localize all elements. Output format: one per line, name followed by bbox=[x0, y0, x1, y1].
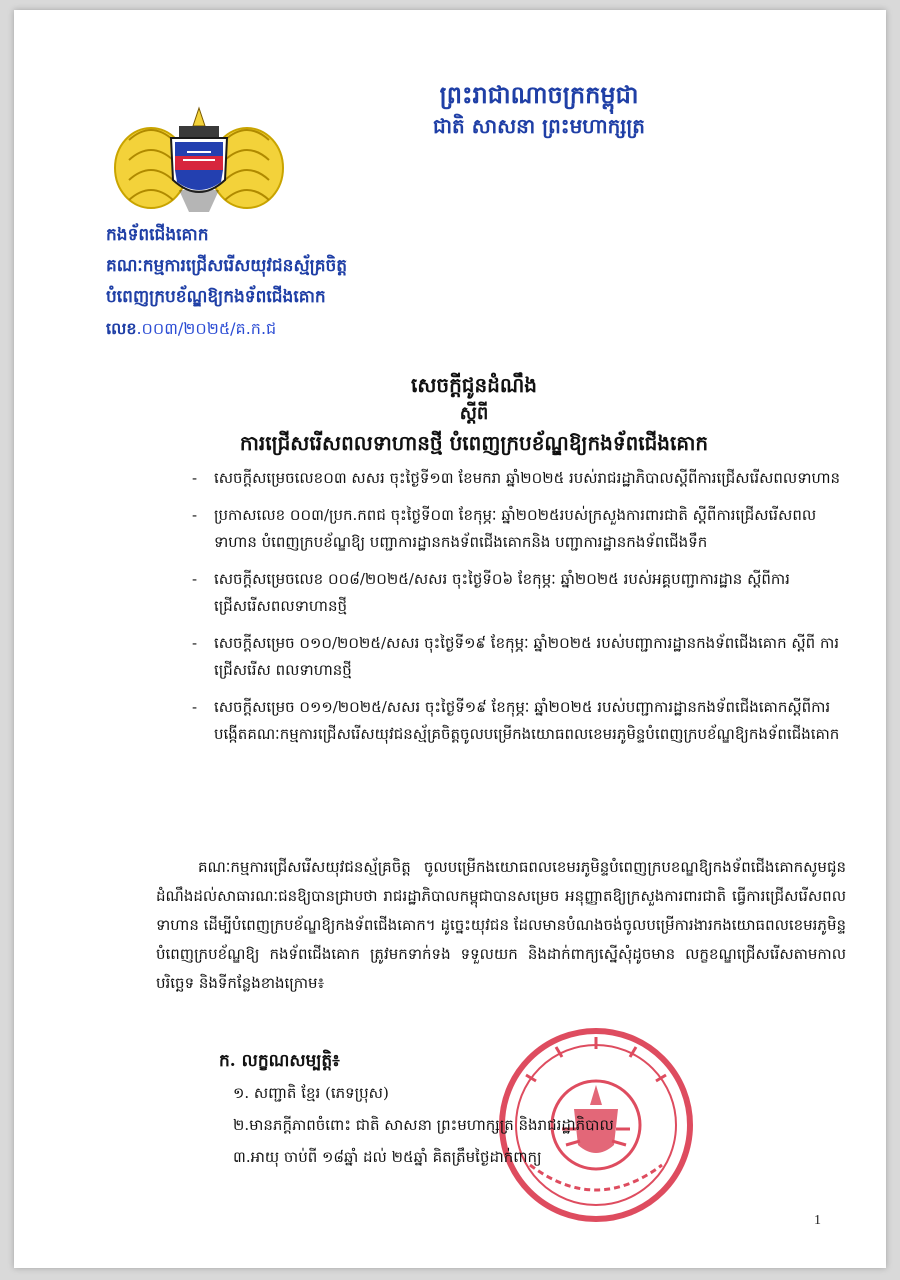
title-subject: ការជ្រើសរើសពលទាហានថ្មី បំពេញក្របខ័ណ្ឌឱ្យកងទ័ពជើងគោក bbox=[239, 431, 709, 455]
legal-references-list bbox=[192, 465, 842, 758]
national-header bbox=[404, 80, 674, 140]
body-paragraph: គណៈកម្មការជ្រើសរើសយុវជនស្ម័គ្រចិត្ត ចូលបម្រើកងយោធពលខេមរភូមិន្ទបំពេញក្របខណ្ឌឱ្យកងទ័ពជើងគោកសូមជូនដំណឹងដល់សាធារណៈជនឱ្យបានជ្រាបថា រាជរដ្ឋាភិបាលកម្ពុជាបានសម្រេច អនុញ្ញាតឱ្យក្រសួងការពារជាតិ ធ្វើការជ្រើសរើសពលទាហាន ដើម្បីបំពេញក្របខ័ណ្ឌឱ្យកងទ័ពជើងគោក។ ដូច្នេះយុវជន ដែលមានបំណងចង់ចូលបម្រើការងារកងយោធពលខេមរភូមិន្ទបំពេញក្របខ័ណ្ឌឱ្យ កងទ័ពជើងគោក ត្រូវមកទាក់ទង ទទួលយក និងដាក់ពាក្យស្នើសុំដូចមាន លក្ខខណ្ឌជ្រើសរើសតាមកាលបរិច្ឆេទ និងទីកន្លែងខាងក្រោម៖ bbox=[156, 858, 846, 992]
reference-text: សេចក្តីសម្រេចលេខ ០០៨/២០២៥/សសរ ចុះថ្ងៃទី០៦ ខែកុម្ភៈ ឆ្នាំ២០២៥ របស់អគ្គបញ្ជាការដ្ឋាន ស្តីពីការជ្រើសរើសពលទាហានថ្មី bbox=[214, 570, 790, 615]
page-number: 1 bbox=[814, 1213, 821, 1228]
reference-label: លេខ bbox=[106, 319, 137, 338]
reference-item bbox=[192, 566, 842, 620]
reference-line bbox=[106, 313, 466, 344]
org-line-army: កងទ័ពជើងគោក bbox=[106, 225, 209, 245]
org-line-mission: បំពេញក្របខ័ណ្ឌឱ្យកងទ័ពជើងគោក bbox=[106, 287, 326, 307]
dash-bullet: - bbox=[192, 634, 198, 652]
title-announcement: សេចក្តីជូនដំណឹង bbox=[411, 373, 537, 397]
dash-bullet: - bbox=[192, 698, 198, 716]
issuing-organization bbox=[106, 220, 466, 344]
reference-number: .០០៣/២០២៥/គ.ក.ជ bbox=[136, 319, 277, 338]
qualification-item: ២.មានភក្តីភាពចំពោះ ជាតិ សាសនា ព្រះមហាក្សត្រ និងរាជរដ្ឋាភិបាល bbox=[233, 1116, 614, 1134]
reference-item bbox=[192, 694, 842, 748]
dash-bullet: - bbox=[192, 469, 198, 487]
kingdom-title: ព្រះរាជាណាចក្រកម្ពុជា bbox=[439, 80, 639, 109]
reference-text: សេចក្តីសម្រេចលេខ០៣ សសរ ចុះថ្ងៃទី១៣ ខែមករា ឆ្នាំ២០២៥ របស់រាជរដ្ឋាភិបាលស្តីពីការជ្រើសរើសពលទាហាន bbox=[214, 469, 841, 487]
qualification-item: ១. សញ្ជាតិ ខ្មែរ (ភេទប្រុស) bbox=[233, 1084, 389, 1102]
document-page bbox=[14, 10, 886, 1268]
title-regarding: ស្តីពី bbox=[459, 403, 489, 424]
reference-text: ប្រកាសលេខ ០០៣/ប្រក.កពជ ចុះថ្ងៃទី០៣ ខែកុម្ភៈ ឆ្នាំ២០២៥របស់ក្រសួងការពារជាតិ ស្តីពីការជ្រើសរើសពលទាហាន បំពេញក្របខ័ណ្ឌឱ្យ បញ្ជាការដ្ឋានកងទ័ពជើងគោកនិង បញ្ជាការដ្ឋានកងទ័ពជើងទឹក bbox=[214, 506, 817, 551]
qualifications-section bbox=[219, 1045, 819, 1173]
dash-bullet: - bbox=[192, 506, 198, 524]
dash-bullet: - bbox=[192, 570, 198, 588]
qualification-item: ៣.អាយុ ចាប់ពី ១៨ឆ្នាំ ដល់ ២៥ឆ្នាំ គិតត្រឹមថ្ងៃដាក់ពាក្យ bbox=[233, 1148, 542, 1166]
reference-item bbox=[192, 502, 842, 556]
reference-item bbox=[192, 465, 842, 492]
army-emblem-logo bbox=[109, 100, 289, 220]
reference-item bbox=[192, 630, 842, 684]
reference-text: សេចក្តីសម្រេច ០១១/២០២៥/សសរ ចុះថ្ងៃទី១៩ ខែកុម្ភៈ ឆ្នាំ២០២៥ របស់បញ្ជាការដ្ឋានកងទ័ពជើងគោកស្តីពីការបង្កើតគណៈកម្មការជ្រើសរើសយុវជនស្ម័គ្រចិត្តចូលបម្រើកងយោធពលខេមរភូមិន្ទបំពេញក្របខ័ណ្ឌឱ្យកងទ័ពជើងគោក bbox=[214, 698, 840, 743]
reference-text: សេចក្តីសម្រេច ០១០/២០២៥/សសរ ចុះថ្ងៃទី១៩ ខែកុម្ភៈ ឆ្នាំ២០២៥ របស់បញ្ជាការដ្ឋានកងទ័ពជើងគោក ស្តីពី ការជ្រើសរើស ពលទាហានថ្មី bbox=[214, 634, 839, 679]
org-line-committee: គណៈកម្មការជ្រើសរើសយុវជនស្ម័គ្រចិត្ត bbox=[106, 256, 348, 276]
notice-title bbox=[134, 370, 814, 458]
national-motto: ជាតិ សាសនា ព្រះមហាក្សត្រ bbox=[433, 114, 645, 138]
qualifications-heading: ក. លក្ខណសម្បត្តិ៖ bbox=[219, 1051, 340, 1071]
